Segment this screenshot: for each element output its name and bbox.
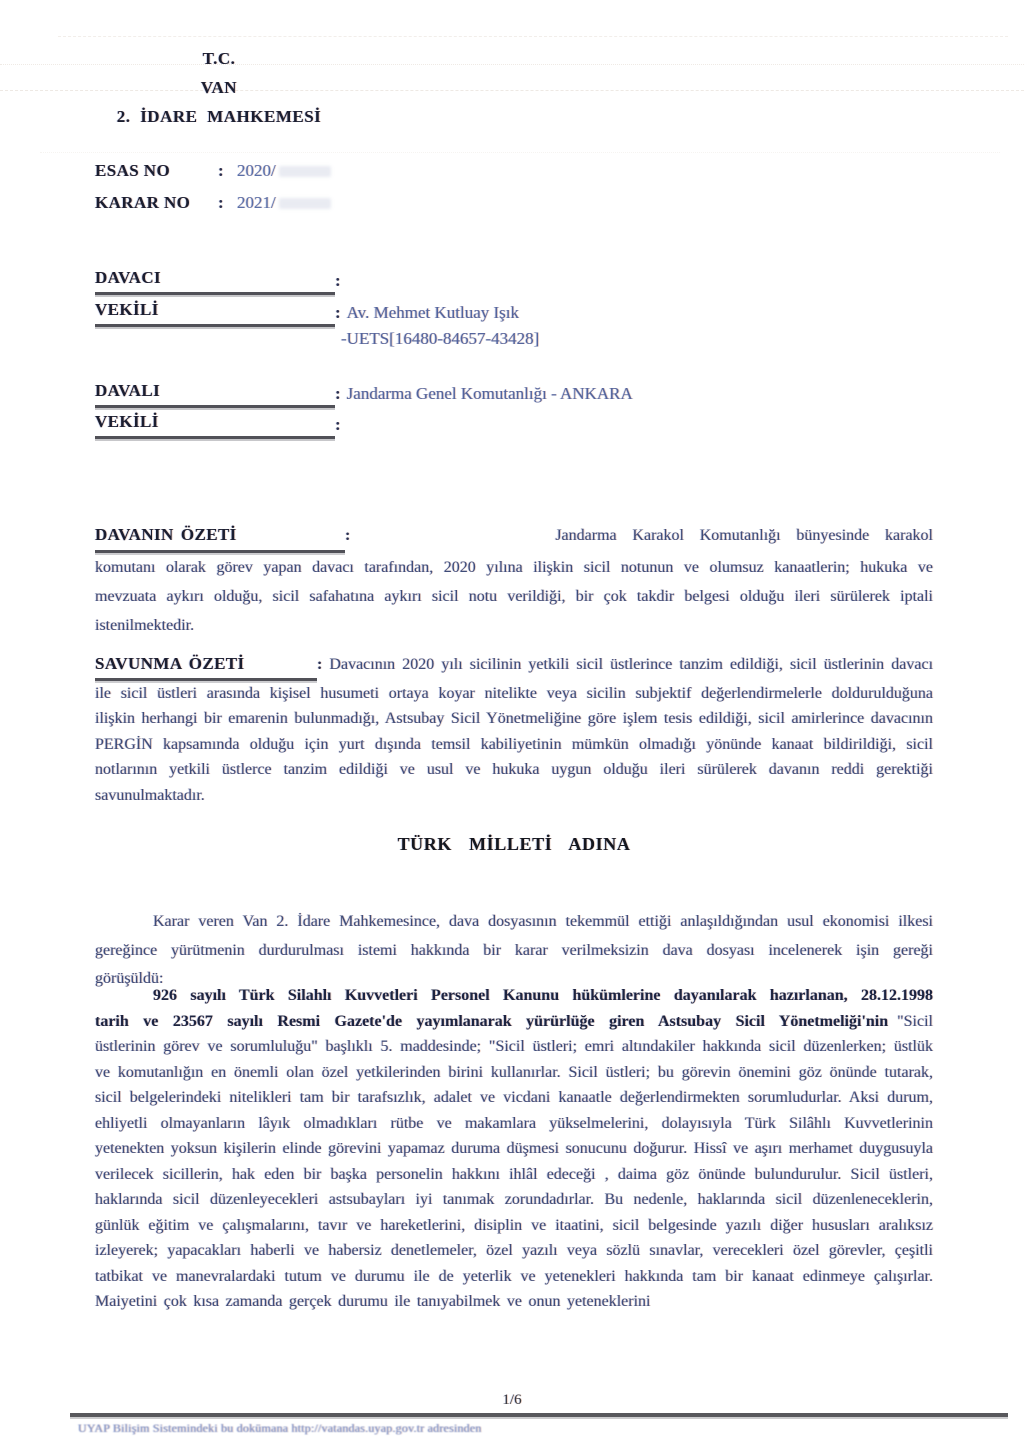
vekili-value: Av. Mehmet Kutluay Işık bbox=[346, 303, 520, 322]
savunma-ozeti-heading: SAVUNMA ÖZETİ bbox=[95, 651, 317, 681]
vekili-colon: : bbox=[335, 303, 341, 322]
redaction-smudge bbox=[279, 198, 331, 209]
esas-no-colon: : bbox=[218, 161, 224, 180]
davanin-ozeti-colon: : bbox=[345, 527, 351, 544]
vekili-row bbox=[95, 298, 519, 327]
vekili-label: VEKİLİ bbox=[95, 298, 335, 327]
footer-divider-line bbox=[70, 1413, 1008, 1417]
karar-no-label: KARAR NO bbox=[95, 193, 191, 212]
republic-label: T.C. bbox=[202, 49, 236, 68]
savunma-ozeti-paragraph bbox=[95, 651, 933, 808]
turk-milleti-adina-heading: TÜRK MİLLETİ ADINA bbox=[397, 834, 631, 854]
davanin-ozeti-paragraph bbox=[95, 520, 933, 640]
esas-no-value: 2020/ bbox=[232, 155, 331, 187]
esas-no-row bbox=[95, 155, 331, 187]
karar-veren-paragraph: Karar veren Van 2. İdare Mahkemesince, dava dosyasının tekemmül ettiği anlaşıldığından usul ekonomisi ilkesi gereğince yürütmenin durdurulması istemi hakkında bir karar verilmeksizin dava dosyası incelenerek işin gereği görüşüldü: bbox=[95, 913, 933, 987]
davali-row bbox=[95, 379, 633, 408]
redaction-smudge bbox=[279, 166, 331, 177]
karar-no-value: 2021/ bbox=[232, 187, 331, 219]
mevzuat-bold-lead: 926 sayılı Türk Silahlı Kuvvetleri Personel Kanunu hükümlerine dayanılarak hazırlanan, 28.12.1998 tarih ve 23567 sayılı Resmi Gazete'de yayımlanarak yürürlüğe giren Astsubay Sicil Yönetmeliği'nin bbox=[95, 987, 933, 1030]
davanin-ozeti-heading: DAVANIN ÖZETİ bbox=[95, 520, 345, 553]
karar-no-row bbox=[95, 187, 331, 219]
uyap-footer-note: UYAP Bilişim Sistemindeki bu dokümana http://vatandas.uyap.gov.tr adresinden bbox=[78, 1421, 482, 1435]
savunma-ozeti-text: Davacının 2020 yılı sicilinin yetkili sicil üstlerince tanzim edildiği, sicil üstlerinin davacı ile sicil üstleri arasında kişisel husumeti ortaya koyar nitelikte veya sicilin subjektif değerlendirmelerle doldurulduğuna ilişkin herhangi bir emarenin bulunmadığı, Astsubay Sicil Yönetmeliğine göre işlem tesis edildiği, sicil amirlerince davacının PERGİN kapsamında olduğu için yurt dışında temsil kabiliyetinin mümkün olmadığı yönünde kanaat bildirildiği, sicil notlarının yetkili üstlerce tanzim edildiği ve usul ve hukuka uygun olduğu ileri sürülerek davanın reddi gerektiği savunulmaktadır. bbox=[95, 656, 934, 804]
davali-value: Jandarma Genel Komutanlığı - ANKARA bbox=[346, 384, 633, 403]
page-number: 1/6 bbox=[502, 1392, 522, 1408]
esas-no-label: ESAS NO bbox=[95, 161, 171, 180]
case-numbers-block bbox=[95, 155, 331, 219]
uets-address: -UETS[16480-84657-43428] bbox=[341, 329, 540, 348]
karar-no-colon: : bbox=[218, 193, 224, 212]
davanin-ozeti-text: Jandarma Karakol Komutanlığı bünyesinde karakol komutanı olarak görev yapan davacı tarafından, 2020 yılına ilişkin sicil notunun ve olumsuz kanaatlerin; hukuka ve mevzuata aykırı olduğu, sicil safahatına aykırı sicil notu verildiği, bir çok takdir belgesi olduğu ileri sürülerek iptali istenilmektedir. bbox=[95, 527, 933, 634]
davaci-colon: : bbox=[335, 271, 341, 290]
vekili2-label: VEKİLİ bbox=[95, 410, 335, 439]
savunma-ozeti-colon: : bbox=[317, 656, 323, 673]
davaci-row bbox=[95, 266, 347, 295]
mevzuat-paragraph bbox=[95, 983, 933, 1315]
davali-label: DAVALI bbox=[95, 379, 335, 408]
vekili2-colon: : bbox=[335, 415, 341, 434]
davaci-label: DAVACI bbox=[95, 266, 335, 295]
court-header-block bbox=[95, 44, 343, 131]
mevzuat-quoted-text: "Sicil üstlerinin görev ve sorumluluğu" başlıklı 5. maddesinde; "Sicil üstleri; emri altındakiler hakkında sicil düzenlerken; üstlük ve komutanlığın en önemli olan özel yetkilerinden birini kullanırlar. Sicil üstleri; bu görevin önemini göz önünde tutarak, sicil belgelerindeki nitelikleri tam bir tarafsızlık, adalet ve vicdani kanaatle değerlendirmekten sorumludurlar. Aksi durum, ehliyetli olmayanların lâyık olmadıkları rütbe ve makamlara yükselmelerini, dolayısıyla Türk Silâhlı Kuvvetlerinin yetenekten yoksun kişilerin elinde görevini yapamaz duruma düşmesi sonucunu doğurur. Hissî ve aşırı merhamet duygusuyla verilecek sicillerin, hak eden bir başka personelin hakkını ihlâl edeceği , daima göz önünde bulundurulur. Sicil üstleri, haklarında sicil düzenleyecekleri astsubayları iyi tanımak zorundadırlar. Bu nedenle, haklarında sicil düzenleneceklerin, günlük eğitim ve çalışmalarını, tavır ve hareketlerini, disiplin ve itaatini, sicil belgesinde yazılı diğer hususları aralıksız izleyerek; yapacakları haberli ve habersiz denetlemeler, özel yazılı veya sözlü sınavlar, verecekleri özel görevler, çeşitli tatbikat ve manevralardaki tutum ve durumu ile de yeterlik ve yetenekleri hakkında tam bir kanaat edinmeye çalışırlar. Maiyetini çok kısa zamanda gerçek durumu ile tanıyabilmek ve onun yeteneklerini bbox=[95, 1012, 933, 1310]
court-city: VAN bbox=[200, 78, 238, 97]
vekili2-row bbox=[95, 410, 347, 439]
davali-colon: : bbox=[335, 384, 341, 403]
court-name: 2. İDARE MAHKEMESİ bbox=[116, 107, 322, 126]
